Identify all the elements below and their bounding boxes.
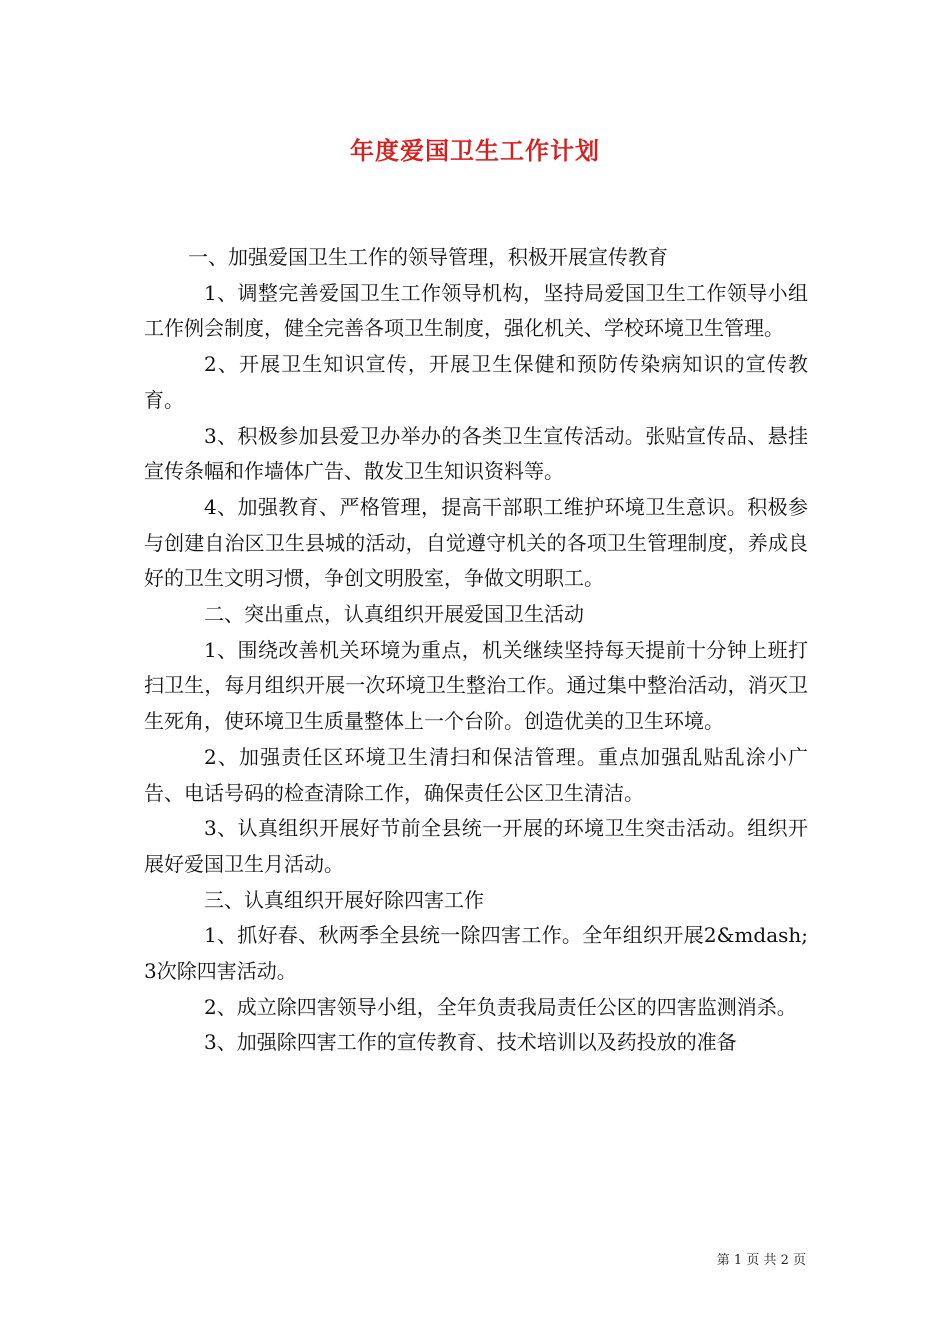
paragraph-1-4: 4、加强教育、严格管理，提高干部职工维护环境卫生意识。积极参与创建自治区卫生县城的活动，自觉遵守机关的各项卫生管理制度，养成良好的卫生文明习惯，争创文明股室，争做文明职工。 [144, 494, 808, 591]
paragraph-1-3: 3、积极参加县爱卫办举办的各类卫生宣传活动。张贴宣传品、悬挂宣传条幅和作墙体广告、散发卫生知识资料等。 [144, 423, 808, 484]
page-number-footer: 第 1 页 共 2 页 [716, 1253, 806, 1268]
section-heading-3: 三、认真组织开展好除四害工作 [204, 887, 484, 912]
document-body [144, 240, 808, 1061]
document-title: 年度爱国卫生工作计划 [350, 136, 600, 165]
paragraph-2-3: 3、认真组织开展好节前全县统一开展的环境卫生突击活动。组织开展好爱国卫生月活动。 [144, 816, 808, 876]
paragraph-3-3: 3、加强除四害工作的宣传教育、技术培训以及药投放的准备 [204, 1030, 737, 1055]
section-heading-2: 二、突出重点，认真组织开展爱国卫生活动 [204, 602, 584, 627]
paragraph-3-2: 2、成立除四害领导小组，全年负责我局责任公区的四害监测消杀。 [204, 994, 797, 1019]
paragraph-2-2: 2、加强责任区环境卫生清扫和保洁管理。重点加强乱贴乱涂小广告、电话号码的检查清除工作，确保责任公区卫生清洁。 [144, 744, 808, 805]
paragraph-1-2: 2、开展卫生知识宣传，开展卫生保健和预防传染病知识的宣传教育。 [144, 352, 808, 412]
paragraph-1-1: 1、调整完善爱国卫生工作领导机构，坚持局爱国卫生工作领导小组工作例会制度，健全完善各项卫生制度，强化机关、学校环境卫生管理。 [144, 280, 808, 341]
section-heading-1: 一、加强爱国卫生工作的领导管理，积极开展宣传教育 [188, 245, 668, 269]
paragraph-2-1: 1、围绕改善机关环境为重点，机关继续坚持每天提前十分钟上班打扫卫生，每月组织开展一次环境卫生整治工作。通过集中整治活动，消灭卫生死角，使环境卫生质量整体上一个台阶。创造优美的卫生环境。 [144, 637, 808, 734]
paragraph-3-1: 1、抓好春、秋两季全县统一除四害工作。全年组织开展2&mdash;3次除四害活动。 [144, 923, 808, 984]
